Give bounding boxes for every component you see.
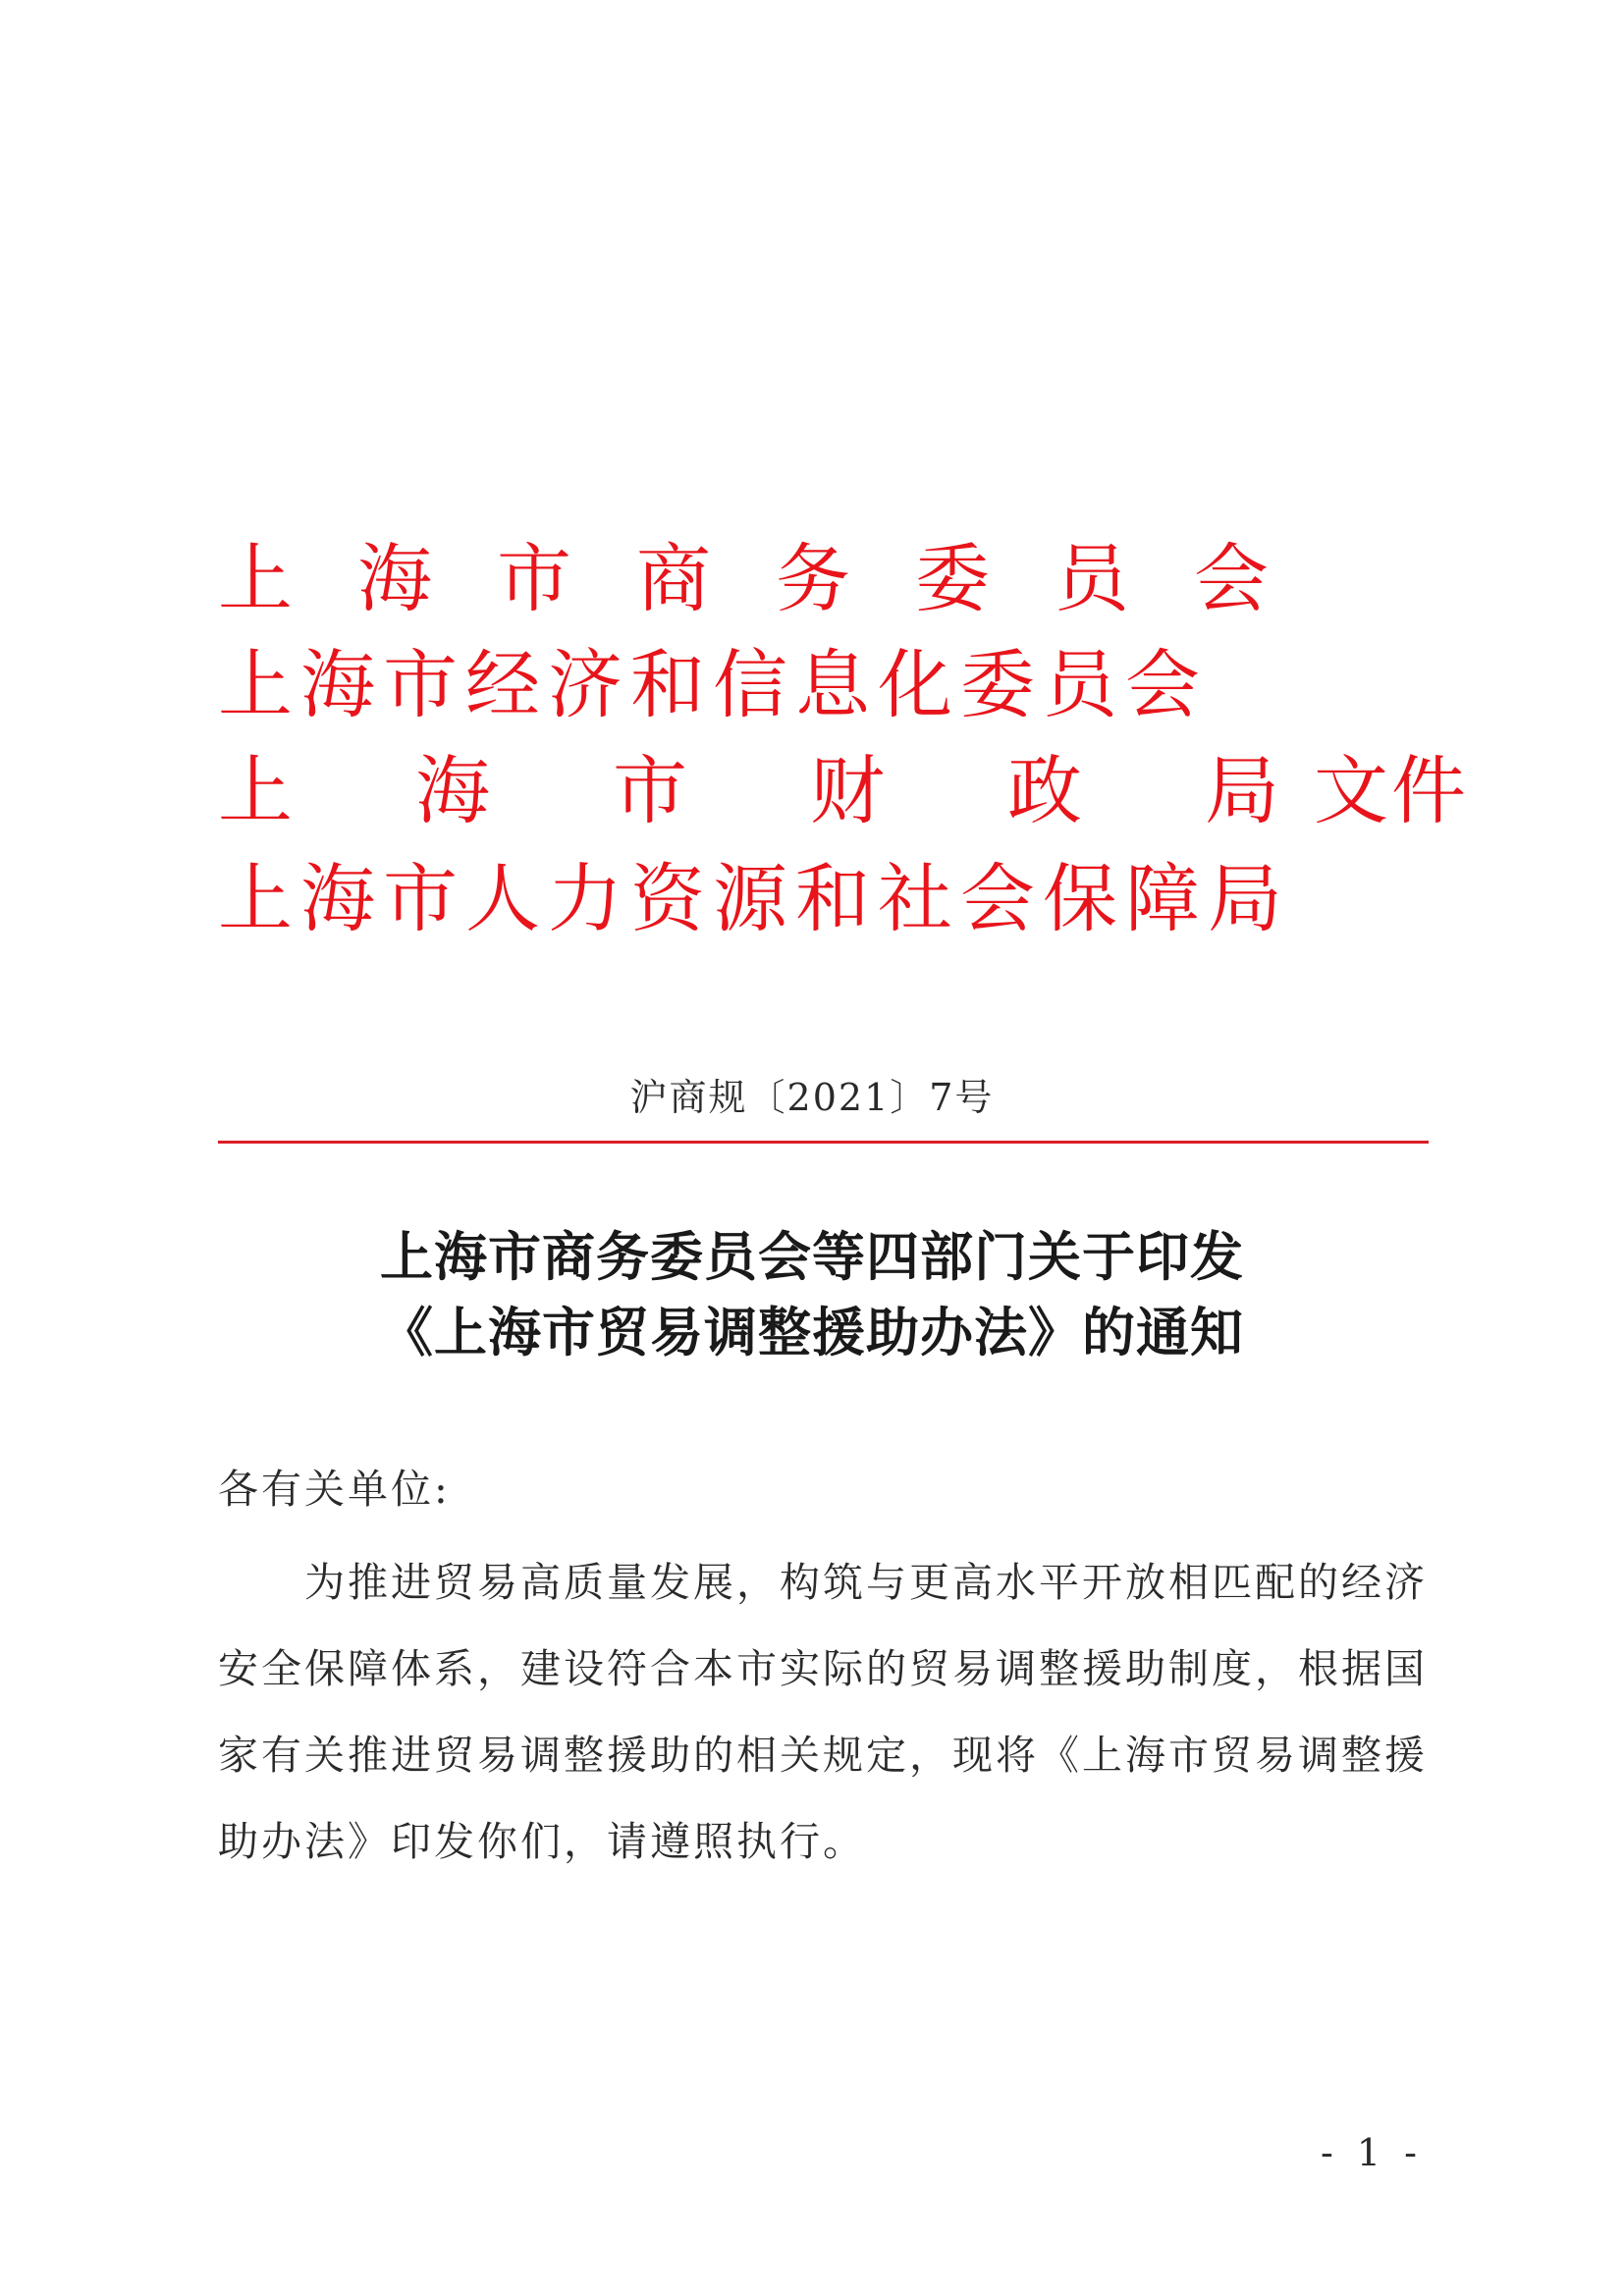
header-char: 财 — [810, 747, 888, 834]
header-agency-finance — [218, 747, 1494, 834]
header-char: 委 — [915, 535, 993, 622]
document-number: 沪商规〔2021〕7号 — [629, 1076, 995, 1119]
header-agency-commerce — [218, 535, 1429, 622]
header-char: 政 — [1007, 747, 1085, 834]
header-char: 海 — [357, 535, 435, 622]
header-char: 海 — [415, 747, 493, 834]
body-line: 为推进贸易高质量发展，构筑与更高水平开放相匹配的经济 — [218, 1559, 1428, 1606]
page-number: - 1 - — [1321, 2131, 1424, 2174]
header-char: 局 — [1205, 747, 1282, 834]
header-char: 市 — [497, 535, 574, 622]
body-line: 助办法》印发你们，请遵照执行。 — [218, 1818, 866, 1865]
notice-title-line-2: 《上海市贸易调整援助办法》的通知 — [380, 1301, 1244, 1363]
header-char: 市 — [613, 747, 690, 834]
red-separator-rule — [218, 1141, 1429, 1144]
header-char: 商 — [636, 535, 714, 622]
header-char: 务 — [776, 535, 853, 622]
body-line: 家有关推进贸易调整援助的相关规定，现将《上海市贸易调整援 — [218, 1732, 1428, 1779]
header-char: 文件 — [1314, 747, 1469, 834]
body-line: 安全保障体系，建设符合本市实际的贸易调整援助制度，根据国 — [218, 1645, 1428, 1692]
header-text: 上海市人力资源和社会保障局 — [218, 855, 1290, 942]
header-char: 上 — [218, 535, 296, 622]
header-char: 员 — [1055, 535, 1132, 622]
header-text: 上海市经济和信息化委员会 — [218, 641, 1208, 728]
notice-title-line-1: 上海市商务委员会等四部门关于印发 — [380, 1225, 1244, 1288]
header-char: 上 — [218, 747, 296, 834]
salutation: 各有关单位: — [218, 1466, 451, 1513]
header-char: 会 — [1194, 535, 1272, 622]
